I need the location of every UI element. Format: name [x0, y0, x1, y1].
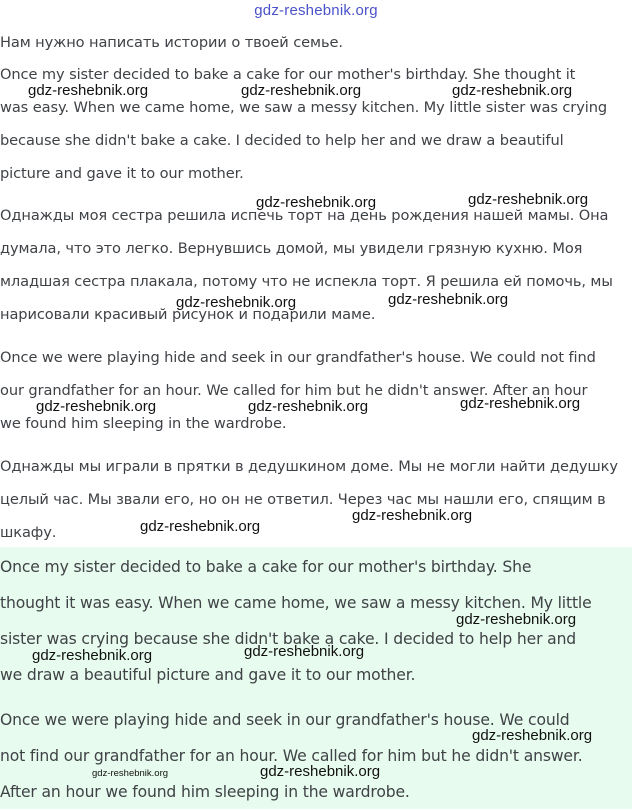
text-line: Once my sister decided to bake a cake for our mother's birthday. She [0, 558, 532, 576]
text-line: шкафу. [0, 524, 57, 541]
watermark: gdz-reshebnik.org [456, 611, 577, 628]
watermark: gdz-reshebnik.org [244, 643, 365, 660]
text-line: After an hour we found him sleeping in the wardrobe. [0, 783, 410, 801]
story2-russian [0, 450, 632, 549]
watermark: gdz-reshebnik.org [260, 763, 381, 780]
watermark: gdz-reshebnik.org [452, 82, 573, 99]
watermark: gdz-reshebnik.org [36, 398, 157, 415]
watermark: gdz-reshebnik.org [468, 191, 589, 208]
text-line: thought it was easy. When we came home, we saw a messy kitchen. My little [0, 594, 592, 612]
text-line: not find our grandfather for an hour. We called for him but he didn't answer. [0, 747, 583, 765]
answer2-paragraph [0, 702, 632, 810]
text-line: думала, что это легко. Вернувшись домой, мы увидели грязную кухню. Моя [0, 240, 583, 257]
watermark: gdz-reshebnik.org [388, 291, 509, 308]
text-line: Однажды моя сестра решила испечь торт на день рождения нашей мамы. Она [0, 207, 609, 224]
story2-english [0, 341, 632, 440]
text-line: sister was crying because she didn't bake a cake. I decided to help her and [0, 630, 577, 648]
watermark: gdz-reshebnik.org [248, 398, 369, 415]
text-line: нарисовали красивый рисунок и подарили маме. [0, 306, 376, 323]
watermark: gdz-reshebnik.org [140, 518, 261, 535]
intro-paragraph [0, 26, 632, 59]
header-watermark: gdz-reshebnik.org [254, 2, 378, 19]
watermark: gdz-reshebnik.org [32, 647, 153, 664]
story1-english [0, 58, 632, 190]
text-line: Once we were playing hide and seek in our grandfather's house. We could [0, 711, 570, 729]
text-line: because she didn't bake a cake. I decided to help her and we draw a beautiful [0, 132, 564, 149]
watermark: gdz-reshebnik.org [176, 294, 297, 311]
intro-line: Нам нужно написать истории о твоей семье. [0, 34, 343, 51]
text-line: was easy. When we came home, we saw a messy kitchen. My little sister was crying [0, 99, 608, 116]
text-line: we found him sleeping in the wardrobe. [0, 415, 287, 432]
story1-russian [0, 199, 632, 331]
text-line: целый час. Мы звали его, но он не ответил. Через час мы нашли его, спящим в [0, 491, 606, 508]
watermark: gdz-reshebnik.org [92, 768, 169, 779]
watermark: gdz-reshebnik.org [256, 194, 377, 211]
text-line: Once my sister decided to bake a cake for our mother's birthday. She thought it [0, 66, 576, 83]
text-line: младшая сестра плакала, потому что не испекла торт. Я решила ей помочь, мы [0, 273, 613, 290]
text-line: picture and gave it to our mother. [0, 165, 244, 182]
watermark: gdz-reshebnik.org [472, 727, 593, 744]
watermark: gdz-reshebnik.org [352, 507, 473, 524]
watermark: gdz-reshebnik.org [241, 82, 362, 99]
watermark: gdz-reshebnik.org [460, 395, 581, 412]
text-line: Once we were playing hide and seek in our grandfather's house. We could not find [0, 349, 596, 366]
text-line: we draw a beautiful picture and gave it to our mother. [0, 666, 416, 684]
text-line: Однажды мы играли в прятки в дедушкином доме. Мы не могли найти дедушку [0, 458, 618, 475]
watermark: gdz-reshebnik.org [28, 82, 149, 99]
text-line: our grandfather for an hour. We called for him but he didn't answer. After an hour [0, 382, 588, 399]
